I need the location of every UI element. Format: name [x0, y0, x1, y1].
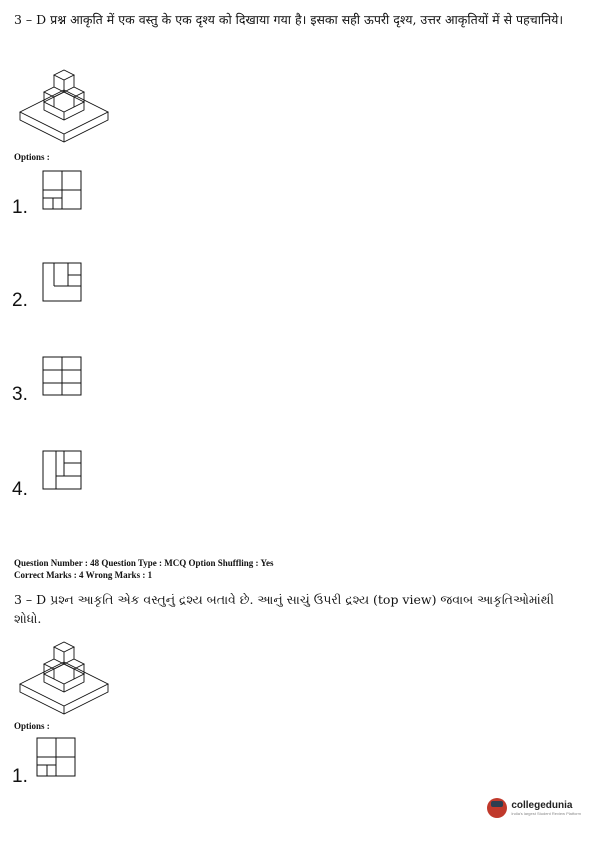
option-number[interactable]: 4. [12, 479, 28, 500]
question-text: 3 – D प्रश्न आकृति में एक वस्तु के एक दृश्य को दिखाया गया है। इसका सही ऊपरी दृश्य, उत्तर आकृतियों में से पहचानिये। [14, 12, 564, 27]
collegedunia-logo [487, 798, 581, 818]
option-number[interactable]: 2. [12, 290, 28, 311]
options-label: Options : [14, 152, 50, 162]
question-meta-line: Correct Marks : 4 Wrong Marks : 1 [14, 570, 153, 580]
brand-tagline: India's largest Student Review Platform [511, 811, 581, 816]
question-text: 3 – D પ્રશ્ન આકૃતિ એક વસ્તુનું દ્રશ્ય બતાવે છે. આનું સાચું ઉપરી દ્રશ્ય (top view) જવાબ આકૃતિઓમાંથી શોધો. [14, 592, 554, 626]
isometric-figure [18, 62, 118, 142]
graduation-cap-icon [487, 798, 507, 818]
option-figure[interactable] [42, 262, 82, 302]
option-number[interactable]: 1. [12, 197, 28, 218]
question-meta-line: Question Number : 48 Question Type : MCQ Option Shuffling : Yes [14, 558, 274, 568]
option-number[interactable]: 1. [12, 766, 28, 787]
option-figure[interactable] [42, 450, 82, 490]
option-number[interactable]: 3. [12, 384, 28, 405]
option-figure[interactable] [42, 356, 82, 396]
isometric-figure [18, 634, 118, 714]
option-figure[interactable] [36, 737, 76, 777]
brand-name: collegedunia [511, 800, 573, 811]
option-figure[interactable] [42, 170, 82, 210]
options-label: Options : [14, 721, 50, 731]
